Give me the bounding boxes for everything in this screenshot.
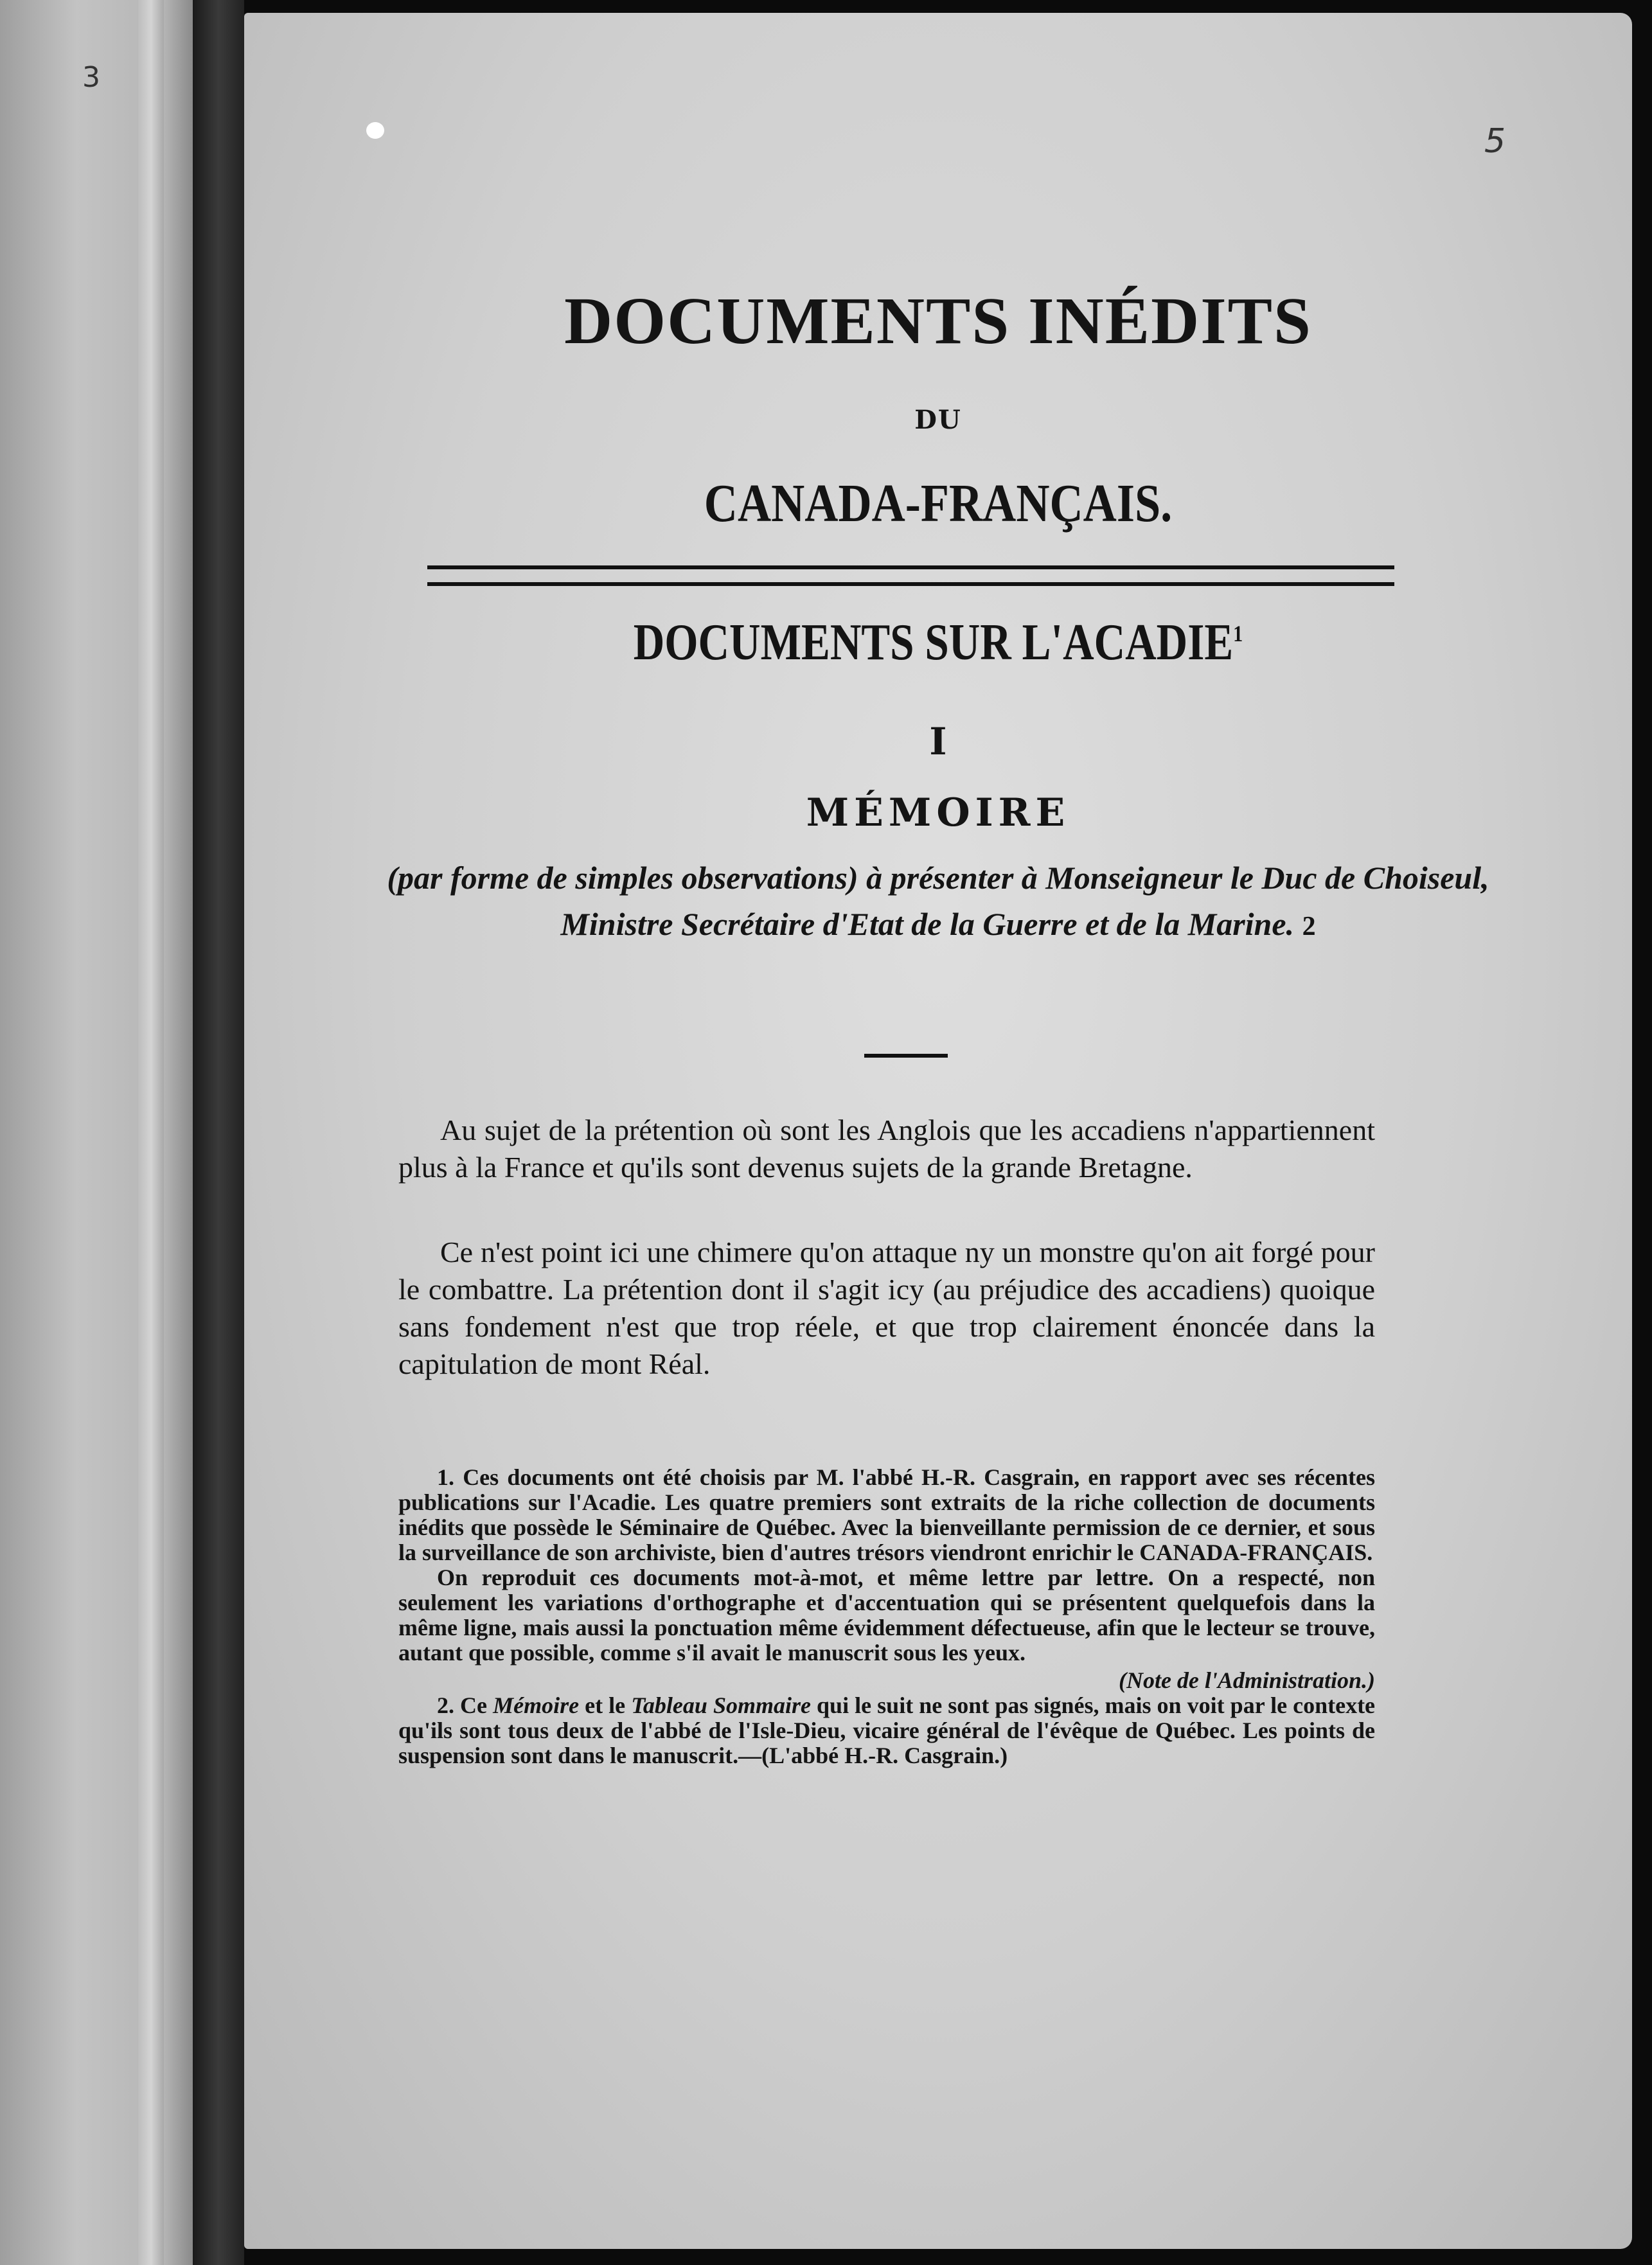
section-title <box>355 614 1521 672</box>
footnote-1-paragraph-1: 1. Ces documents ont été choisis par M. l'abbé H.-R. Casgrain, en rapport avec ses récentes publications sur l'Acadie. Les quatre premiers sont extraits de la riche collection de documents inédits que possède le Séminaire de Québec. Avec la bienveillante permission de ce dernier, et sous la surveillance de son archiviste, bien d'autres trésors viendront enrichir le CANADA-FRANÇAIS. <box>398 1464 1375 1565</box>
footnote-2-memoire: Mémoire <box>493 1692 580 1718</box>
footnotes <box>398 1465 1375 1768</box>
memoire-subtitle-text: (par forme de simples observations) à présenter à Monseigneur le Duc de Choiseul, Ministre Secrétaire d'Etat de la Guerre et de la Marine. <box>387 860 1489 942</box>
left-page-mark: 3 <box>82 61 100 94</box>
memoire-footnote-ref: 2 <box>1302 912 1316 941</box>
footnote-1-paragraph-2: On reproduit ces documents mot-à-mot, et même lettre par lettre. On a respecté, non seulement les variations d'orthographe et d'accentuation qui se présentent quelquefois dans la même ligne, mais aussi la ponctuation même évidemment défectueuse, afin que le lecteur se trouve, autant que possible, comme s'il avait le manuscrit sous les yeux. <box>398 1565 1375 1665</box>
document-page <box>244 13 1632 2249</box>
double-rule-divider <box>427 565 1394 586</box>
footnote-2-tableau: Tableau Sommaire <box>631 1692 811 1718</box>
footnote-2-and: et le <box>585 1692 626 1718</box>
section-title-text: DOCUMENTS SUR L'ACADIE <box>633 614 1234 671</box>
footnote-2-prefix: 2. Ce <box>437 1692 488 1718</box>
footnote-2 <box>398 1693 1375 1768</box>
memoire-heading: MÉMOIRE <box>806 790 1070 835</box>
body-paragraph-1: Au sujet de la prétention où sont les Anglois que les accadiens n'appartiennent plus à la France et qu'ils sont devenus sujets de la grande Bretagne. <box>398 1114 1375 1184</box>
body-paragraph-2: Ce n'est point ici une chimere qu'on attaque ny un monstre qu'on ait forgé pour le combattre. La prétention dont il s'agit icy (au préjudice des accadiens) quoique sans fondement n'est que trop réele, et que trop clairement énoncée dans la capitulation de mont Réal. <box>398 1236 1375 1380</box>
short-rule-divider <box>864 1054 948 1058</box>
roman-numeral: I <box>929 720 947 763</box>
book-gutter <box>193 0 244 2265</box>
footnote-2-rest: qui le suit ne sont pas signés, mais on voit par le contexte qu'ils sont tous deux de l'abbé de l'Isle-Dieu, vicaire général de l'évêque de Québec. Les points de suspension sont dans le manuscrit.—(L'abbé H.-R. Casgrain.) <box>398 1692 1376 1768</box>
page-fold <box>138 0 164 2265</box>
paper-speck <box>366 122 384 139</box>
left-facing-page <box>0 0 193 2265</box>
journal-subtitle: CANADA-FRANÇAIS. <box>704 474 1173 533</box>
page-corner-mark: 5 <box>1484 122 1506 161</box>
memoire-subtitle <box>386 855 1491 950</box>
section-title-footnote-ref: 1 <box>1233 621 1243 646</box>
footnote-1-attribution: (Note de l'Administration.) <box>1118 1667 1375 1693</box>
journal-title-du: DU <box>914 405 962 435</box>
journal-title: DOCUMENTS INÉDITS <box>564 284 1312 358</box>
